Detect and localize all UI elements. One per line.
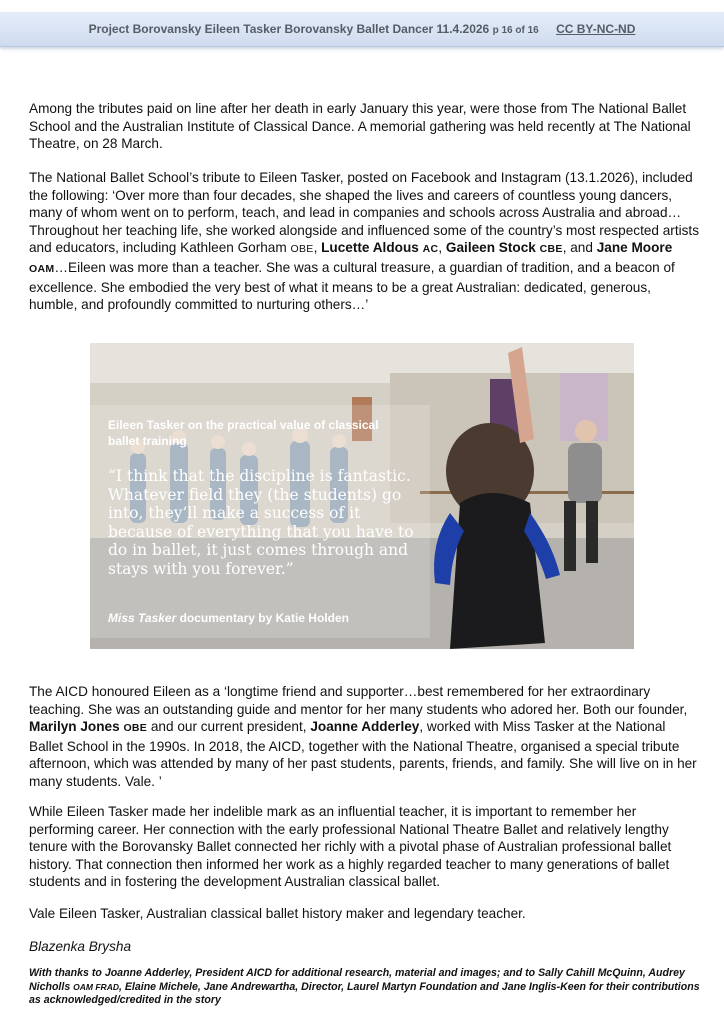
p3-tail: , worked with Miss Tasker at the National Ballet School in the 1990s. In 2018, the AICD, together with the National Theatre, organised a special tribute afternoon, which was attended by many of her past students, parents, friends, and family. She will live on in her many students. Vale. ’: [29, 719, 697, 789]
credit-rest: documentary by Katie Holden: [176, 611, 349, 625]
honour-ac: AC: [422, 243, 439, 256]
header-title: Project Borovansky Eileen Tasker Borovansky Ballet Dancer 11.4.2026: [88, 22, 490, 36]
name-lucette-aldous: Lucette Aldous: [321, 240, 419, 256]
honour-obe: OBE: [290, 243, 314, 256]
thanks-tail: , Elaine Michele, Jane Andrewartha, Director, Laurel Martyn Foundation and Jane Inglis-Keen for their contributions as acknowledged/credited in the story: [29, 980, 700, 1007]
paragraph-aicd-tribute: [29, 683, 701, 791]
paragraph-tributes: Among the tributes paid on line after her death in early January this year, were those from The National Ballet School and the Australian Institute of Classical Dance. A memorial gathering was held recently at The National Theatre, on 28 March.: [29, 101, 691, 152]
author-signature: Blazenka Brysha: [29, 939, 132, 954]
license-link[interactable]: CC BY-NC-ND: [556, 22, 636, 36]
name-gaileen-stock: Gaileen Stock: [445, 240, 536, 256]
honour-obe-jones: OBE: [123, 722, 148, 735]
honour-cbe: CBE: [539, 243, 563, 256]
honour-oam-frad: OAM FRAD: [73, 981, 119, 992]
acknowledgements: [29, 967, 701, 1008]
p3-lead: The AICD honoured Eileen as a ‘longtime friend and supporter…best remembered for her extraordinary teaching. She was an outstanding guide and mentor for her many students who adored her. Both our founder,: [29, 684, 688, 717]
honour-oam: OAM: [29, 262, 55, 275]
page-number: p 16 of 16: [492, 25, 539, 36]
paragraph-performing-career: While Eileen Tasker made her indelible mark as an influential teacher, it is important to remember her performing career. Her connection with the early professional National Theatre Ballet and relatively lengthy tenure with the Borovansky Ballet connected her richly with a pivotal phase of Australian professional ballet history. That connection then informed her work as a highly regarded teacher to many generations of ballet students and in fostering the development Australian classical ballet.: [29, 804, 672, 890]
paragraph-vale: Vale Eileen Tasker, Australian classical ballet history maker and legendary teacher.: [29, 906, 526, 921]
credit-film-title: Miss Tasker: [108, 611, 177, 625]
p2-lead: The National Ballet School’s tribute to Eileen Tasker, posted on Facebook and Instagram (13.1.2026), included the following: ‘Over more than four decades, she shaped the lives and careers of countless young dancers, many of whom went on to perform, teach, and lead in companies and schools across Australia and abroad…Throughout her teaching life, she worked alongside and influenced some of the country’s most respected artists and educators, including Kathleen Gorham: [29, 170, 700, 256]
p3-mid: and our current president,: [150, 719, 307, 735]
tasker-quote: “I think that the discipline is fantastic. Whatever field they (the students) go into, they’ll make a success of it because of everything that you have to do in ballet, it just comes through and stays with you forever.”: [108, 467, 414, 578]
thanks-lead: With thanks to Joanne Adderley, President AICD for additional research, material and images; and to Sally Cahill McQuinn, Audrey Nicholls: [29, 967, 685, 993]
and-word: and: [570, 240, 593, 256]
name-joanne-adderley: Joanne Adderley: [310, 719, 420, 735]
name-marilyn-jones: Marilyn Jones: [29, 719, 120, 735]
page-header: [0, 22, 724, 36]
name-jane-moore: Jane Moore: [596, 240, 673, 256]
paragraph-nbs-tribute: The National Ballet School’s tribute to Eileen Tasker, posted on Facebook and Instagram (13.1.2026), included the following: ‘Over more than four decades, she shaped the lives and careers of countless young dancers, many of whom went on to perform, teach, and lead in companies and schools across Australia and abroad…Throughout her teaching life, she worked alongside and influenced some of the country’s most respected artists and educators, including Kathleen Gorham OBE, Lucette Aldous AC, Gaileen Stock CBE, and Jane Moore OAM…Eileen was more than a teacher. She was a cultural treasure, a guardian of tradition, and a beacon of excellence. She embodied the very best of what it means to be a great Australian: dedicated, generous, humble, and profoundly committed to nurturing others…’: [29, 170, 700, 313]
caption-title: Eileen Tasker on the practical value of classical ballet training: [108, 418, 379, 448]
ballet-class-photo: [90, 343, 634, 649]
p2-tail: …Eileen was more than a teacher. She was a cultural treasure, a guardian of tradition, and a beacon of excellence. She embodied the very best of what it means to be a great Australian: dedicated, generous, humble, and profoundly committed to nurturing others…’: [29, 259, 675, 313]
photo-credit: [108, 611, 349, 625]
